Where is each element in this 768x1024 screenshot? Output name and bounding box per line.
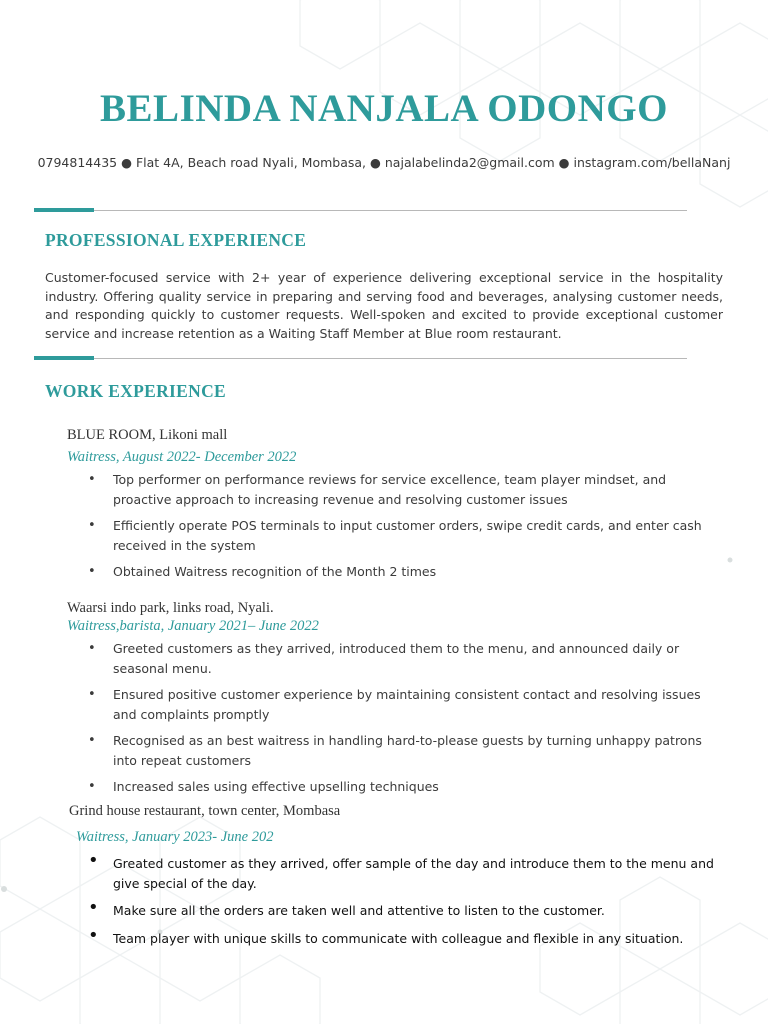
section-divider — [34, 210, 687, 211]
list-item: • Efficiently operate POS terminals to input customer orders, swipe credit cards, and enter cash received in the system — [88, 516, 728, 555]
job-role: Waitress, August 2022- December 2022 — [67, 449, 297, 465]
contact-line: 0794814435 ● Flat 4A, Beach road Nyali, Mombasa, ● najalabelinda2@gmail.com ● instagram.com/bellaNanj — [37, 155, 731, 170]
work-experience-heading: WORK EXPERIENCE — [45, 381, 226, 401]
job-bullets — [88, 854, 728, 948]
list-item: • Greated customer as they arrived, offer sample of the day and introduce them to the menu and give special of the day. — [88, 854, 728, 893]
job-company: BLUE ROOM, Likoni mall — [67, 427, 228, 443]
job-bullets — [88, 470, 728, 582]
divider-accent — [34, 208, 94, 212]
list-item: • Ensured positive customer experience by maintaining consistent contact and resolving issues and complaints promptly — [88, 685, 728, 724]
section-divider — [34, 358, 687, 359]
job-role: Waitress, January 2023- June 202 — [76, 829, 274, 845]
list-item: • Recognised as an best waitress in handling hard-to-please guests by turning unhappy patrons into repeat customers — [88, 731, 728, 770]
professional-experience-heading: PROFESSIONAL EXPERIENCE — [45, 230, 307, 250]
job-bullets — [88, 639, 728, 797]
list-item: • Top performer on performance reviews for service excellence, team player mindset, and proactive approach to increasing revenue and resolving customer issues — [88, 470, 728, 509]
job-company: Grind house restaurant, town center, Mombasa — [69, 803, 341, 819]
list-item: • Greeted customers as they arrived, introduced them to the menu, and announced daily or seasonal menu. — [88, 639, 728, 678]
candidate-name: BELINDA NANJALA ODONGO — [100, 87, 668, 130]
job-role: Waitress,barista, January 2021– June 2022 — [67, 618, 319, 634]
professional-summary: Customer-focused service with 2+ year of experience delivering exceptional service in the hospitality industry. Offering quality service in preparing and serving food and beverages, analysing customer needs, and responding quickly to customer requests. Well-spoken and excited to provide exceptional customer service and increase retention as a Waiting Staff Member at Blue room restaurant. — [45, 270, 723, 342]
job-company: Waarsi indo park, links road, Nyali. — [67, 600, 274, 616]
list-item: • Increased sales using effective upselling techniques — [88, 777, 728, 797]
list-item: • Make sure all the orders are taken well and attentive to listen to the customer. — [88, 901, 728, 921]
list-item: • Obtained Waitress recognition of the Month 2 times — [88, 562, 728, 582]
list-item: • Team player with unique skills to communicate with colleague and flexible in any situation. — [88, 929, 728, 949]
divider-accent — [34, 356, 94, 360]
